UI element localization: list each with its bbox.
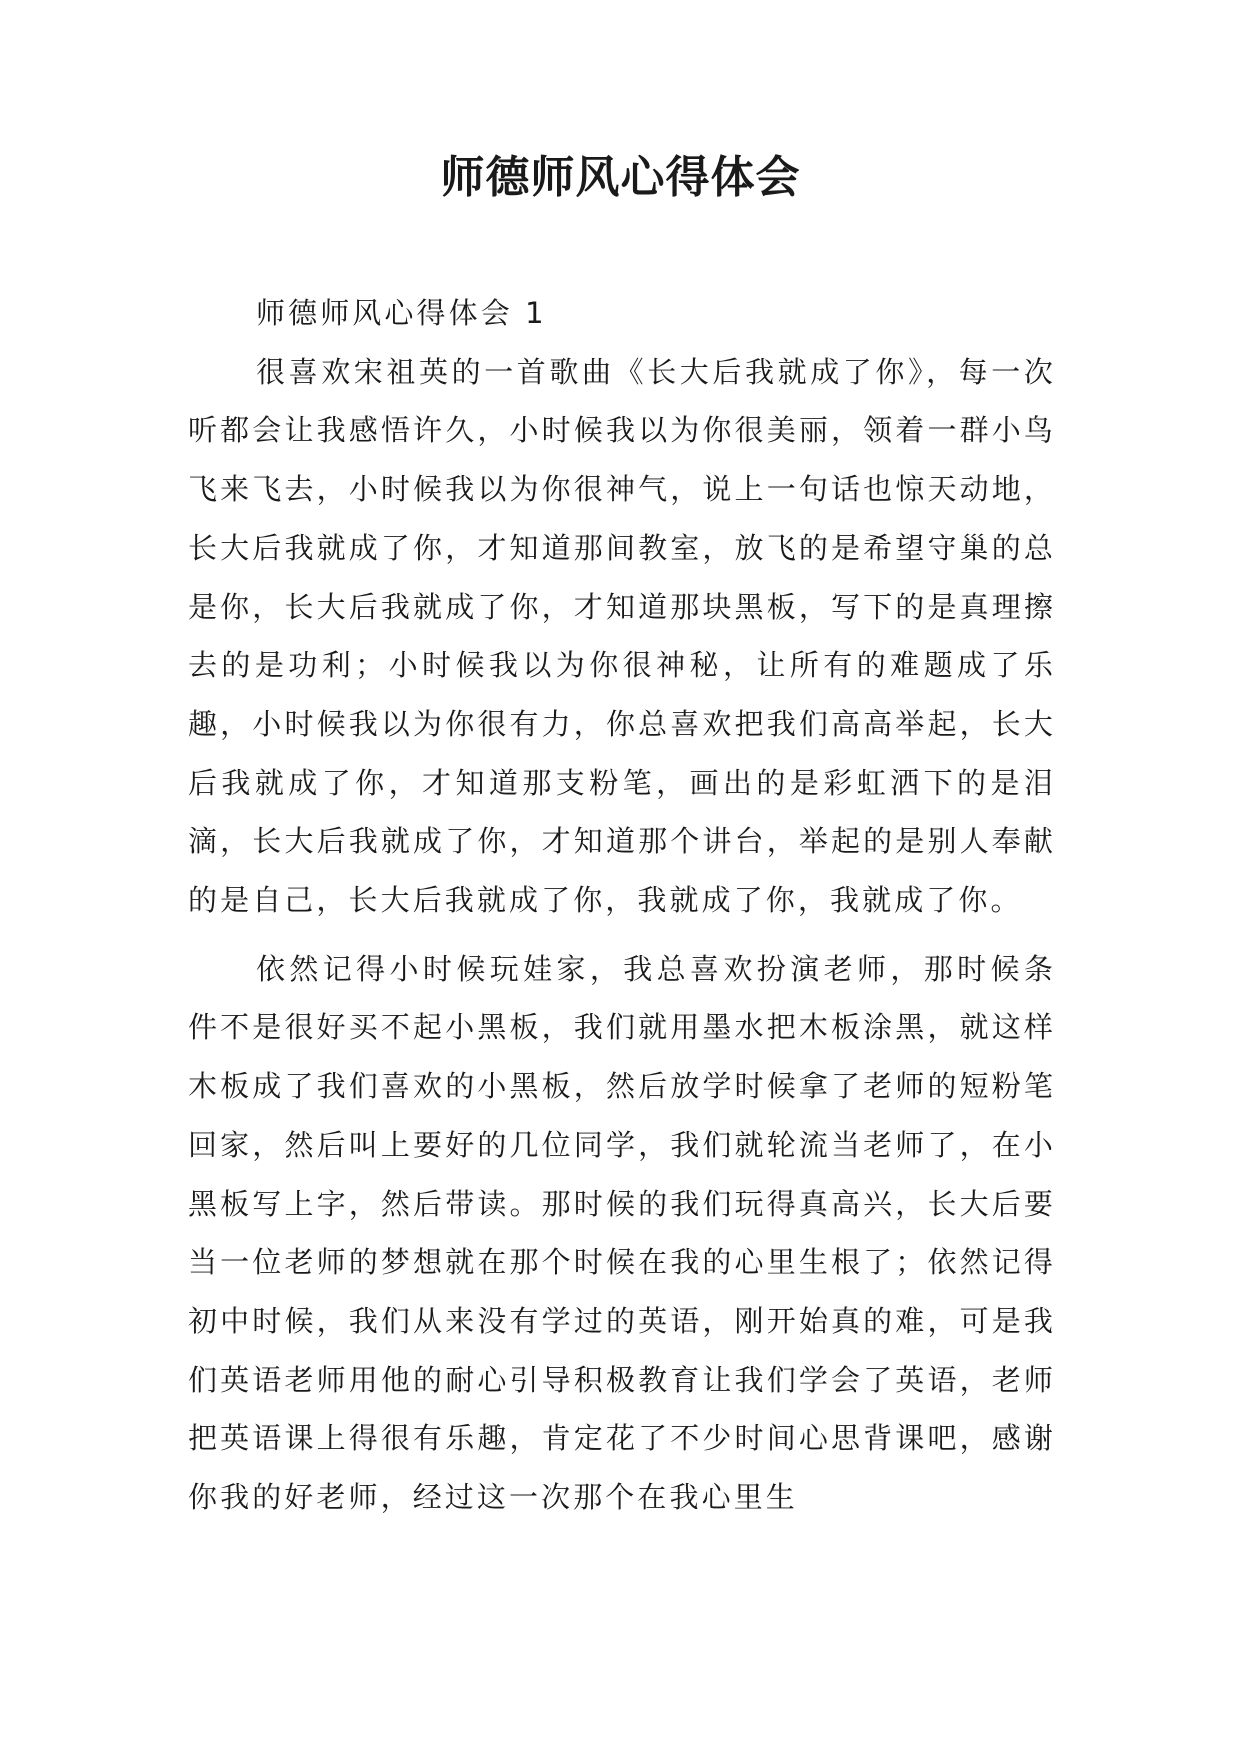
section-heading: 师德师风心得体会 1 [256,296,547,330]
paragraph-2: 依然记得小时候玩娃家，我总喜欢扮演老师，那时候条件不是很好买不起小黑板，我们就用墨水把木板涂黑，就这样木板成了我们喜欢的小黑板，然后放学时候拿了老师的短粉笔回家，然后叫上要好的几位同学，我们就轮流当老师了，在小黑板写上字，然后带读。那时候的我们玩得真高兴，长大后要当一位老师的梦想就在那个时候在我的心里生根了；依然记得初中时候，我们从来没有学过的英语，刚开始真的难，可是我们英语老师用他的耐心引导积极教育让我们学会了英语，老师把英语课上得很有乐趣，肯定花了不少时间心思背课吧，感谢你我的好老师，经过这一次那个在我心里生 [188,951,1056,1515]
paragraph-1: 很喜欢宋祖英的一首歌曲《长大后我就成了你》，每一次听都会让我感悟许久，小时候我以为你很美丽，领着一群小鸟飞来飞去，小时候我以为你很神气，说上一句话也惊天动地，长大后我就成了你，才知道那间教室，放飞的是希望守巢的总是你，长大后我就成了你，才知道那块黑板，写下的是真理擦去的是功利；小时候我以为你很神秘，让所有的难题成了乐趣，小时候我以为你很有力，你总喜欢把我们高高举起，长大后我就成了你，才知道那支粉笔，画出的是彩虹洒下的是泪滴，长大后我就成了你，才知道那个讲台，举起的是别人奉献的是自己，长大后我就成了你，我就成了你，我就成了你。 [188,354,1056,918]
document-title: 师德师风心得体会 [440,152,801,203]
document-body [188,284,1056,1527]
